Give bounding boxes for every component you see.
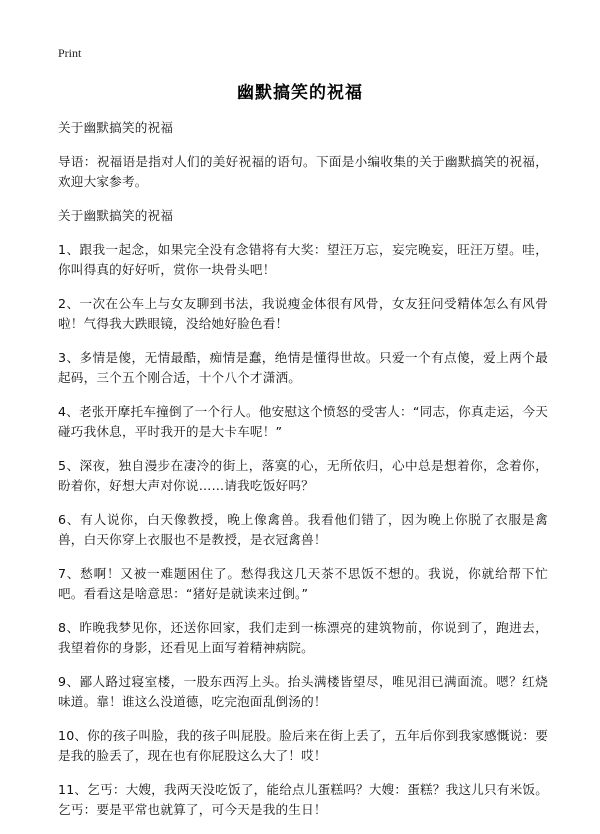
list-item: 3、多情是傻，无情最酷，痴情是蠢，绝情是懂得世故。只爱一个有点傻，爱上两个最起码，三个五个刚合适，十个八个才潇洒。 <box>58 350 548 385</box>
intro-heading: 关于幽默搞笑的祝福 <box>58 120 174 135</box>
list-item: 4、老张开摩托车撞倒了一个行人。他安慰这个愤怒的受害人：“同志，你真走运，今天碰巧我休息，平时我开的是大卡车呢！” <box>58 404 548 439</box>
list-item: 8、昨晚我梦见你，还送你回家，我们走到一栋漂亮的建筑物前，你说到了，跑进去，我望着你的身影，还看见上面写着精神病院。 <box>58 620 548 655</box>
list-item: 1、跟我一起念，如果完全没有念错将有大奖：望汪万忘，妄完晚妄，旺汪万望。哇，你叫得真的好好听，赏你一块骨头吧！ <box>58 242 548 277</box>
guide-paragraph: 导语：祝福语是指对人们的美好祝福的语句。下面是小编收集的关于幽默搞笑的祝福，欢迎大家参考。 <box>58 154 548 189</box>
list-item: 7、愁啊！又被一难题困住了。愁得我这几天茶不思饭不想的。我说，你就给帮下忙吧。看看这是啥意思：“猪好是就读来过倒。” <box>58 566 548 601</box>
list-item: 2、一次在公车上与女友聊到书法，我说瘦金体很有风骨，女友狂问受精体怎么有风骨啦！气得我大跌眼镜，没给她好脸色看！ <box>58 296 548 331</box>
page-title: 幽默搞笑的祝福 <box>237 83 363 103</box>
list-item: 10、你的孩子叫脸，我的孩子叫屁股。脸后来在街上丢了，五年后你到我家感慨说：要是我的脸丢了，现在也有你屁股这么大了！哎！ <box>58 728 548 763</box>
list-item: 5、深夜，独自漫步在凄冷的街上，落寞的心，无所依归，心中总是想着你，念着你，盼着你，好想大声对你说……请我吃饭好吗？ <box>58 458 548 493</box>
list-item: 6、有人说你，白天像教授，晚上像禽兽。我看他们错了，因为晚上你脱了衣服是禽兽，白天你穿上衣服也不是教授，是衣冠禽兽！ <box>58 512 548 547</box>
list-item: 11、乞丐：大嫂，我两天没吃饭了，能给点儿蛋糕吗？大嫂：蛋糕？我这儿只有米饭。乞丐：要是平常也就算了，可今天是我的生日！ <box>58 782 548 817</box>
article-body <box>58 118 548 834</box>
list-item: 9、鄙人路过寝室楼，一股东西泻上头。抬头满楼皆望尽，唯见泪已满面流。嗯？红烧味道。靠！谁这么没道德，吃完泡面乱倒汤的！ <box>58 674 548 709</box>
print-link[interactable]: Print <box>58 46 82 60</box>
section-heading: 关于幽默搞笑的祝福 <box>58 208 174 223</box>
